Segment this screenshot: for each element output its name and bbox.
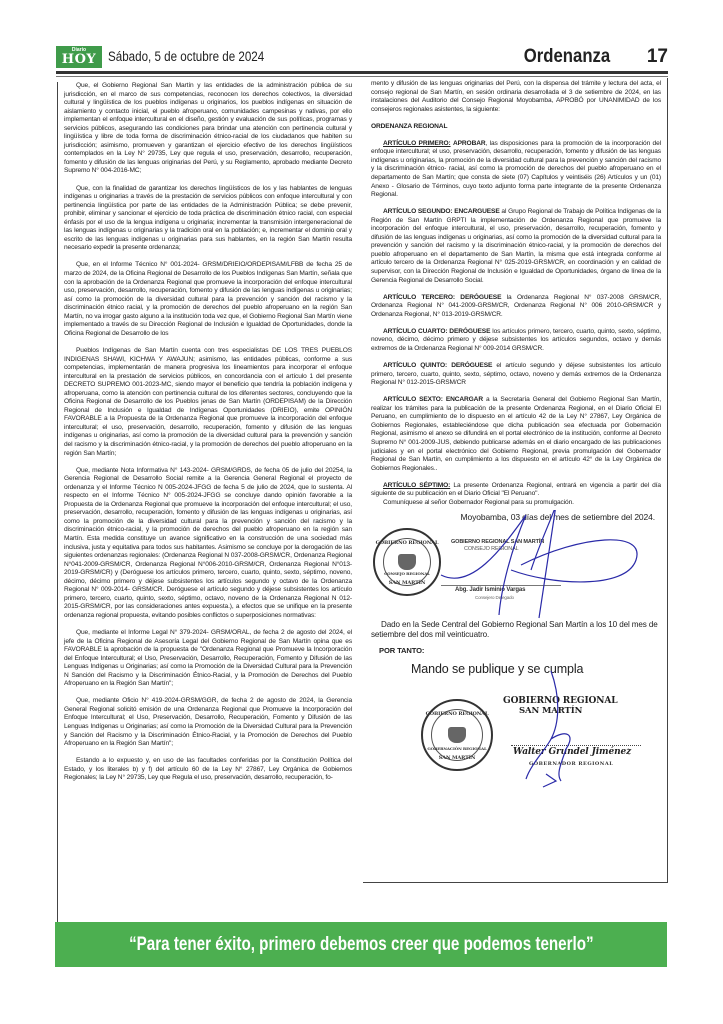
paragraph: Que, con la finalidad de garantizar los derechos lingüísticos de los y las hablantes de lenguas indígenas u originarias a través de la prestación de servicios públicos con enfoque intercultural y con pertinencia lingüística por parte de las entidades de la Administración Pública; se debe prevenir, prohibir, eliminar y sancionar el ejercicio de toda práctica de discriminación étnico racial, con especial énfasis por el uso de la lengua indígena u originaria; incrementar la transmisión intergeneracional de las lenguas indígenas u originarias y la tradición oral en la población; e, incrementar el dominio oral y escrito de las lenguas indígenas u originarias para sus hablantes, en la región San Martín resulta necesario expedir la presente ordenanza;	[64, 184, 352, 252]
governor-name: Walter Grundel Jiménez	[513, 747, 632, 758]
article-label: ARTÍCULO SEGUNDO:	[383, 208, 453, 216]
header-rule-thin	[56, 76, 668, 77]
article-label: ARTÍCULO TERCERO:	[383, 293, 455, 301]
logo-big-text: HOY	[61, 52, 97, 67]
mando-text: Mando se publique y se cumpla	[411, 662, 584, 677]
article-verb: DERÓGUESE	[449, 327, 491, 335]
por-tanto-label: POR TANTO:	[379, 645, 425, 655]
paragraph: Que, mediante el Informe Legal N° 379-2024- GRSM/ORAL, de fecha 2 de agosto del 2024, el jefe de la Oficina Regional de Asesoría Legal del Gobierno Regional de San Martín opina que es FAVORABLE la aprobación de la propuesta de "Ordenanza Regional que Promueve la Incorporación del Enfoque Intercultural; el Uso, Preservación, Desarrollo, Recuperación, Fomento y Difusión de las Lenguas Indígenas u Originarias; así como la Promoción de la Diversidad Cultural para la Prevención N Sanción del Racismo y la Discriminación Étnico-Racial, y la Promoción de Derechos del Pueblo Afroperuano en la Región San Martín";	[64, 629, 352, 688]
logo-small-text: Diario	[71, 47, 87, 53]
article-label: ARTÍCULO QUINTO:	[383, 362, 448, 370]
article-1	[371, 140, 661, 200]
header-rule-thick	[56, 71, 668, 74]
article-5	[371, 362, 661, 388]
signatory-role: Consejero Delegado	[475, 594, 514, 600]
banner-quote: “Para tener éxito, primero debemos creer que podemos tenerlo”	[128, 933, 594, 955]
seal-text-top: GOBIERNO REGIONAL	[375, 539, 439, 546]
paragraph: Que, en el Informe Técnico N° 001-2024- GRSM/DRIEIO/ORDEPISAM/LFBB de fecha 25 de marzo de 2024, de la Oficina Regional de Desarrollo de los Pueblos Indígenas San Martín, señala que con la aprobación de la Ordenanza Regional que promueve la incorporación del enfoque intercultural uso, preservación, desarrollo, recuperación, fomento y difusión de las lenguas indígenas u originarias; así como la promoción de la diversidad cultural para la prevención y sanción del racismo y la discriminación étnico racial, y la promoción de derechos del pueblo afroperuano en la región San Martín, no va irrogar gasto alguno a la institución toda vez que, el Gobierno Regional San Martín viene implementado a través de su Dirección Regional de Inclusión e Igualdad de Oportunidades, donde la Oficina Regional de Desarrollo de los	[64, 261, 352, 337]
paragraph: Que, mediante Nota Informativa N° 143-2024- GRSM/GRDS, de fecha 05 de julio del 20254, la Gerencia Regional de Desarrollo Social remite a la Gerencia General Regional el proyecto de ordenanza y el Informe Técnico N 005-2024-JFGG de fecha 5 de julio de 2024, que lo sustenta. Al respecto en el Informe Técnico N° 005-2024-JFGG se concluye dando opinión favorable a la Propuesta de la Ordenanza Regional que promueve la incorporación del enfoque intercultural; el uso, preservación, desarrollo, recuperación, fomento y difusión de las lenguas indígenas u originarias, así como la promoción de la diversidad cultural para la prevención y sanción del racismo y la discriminación étnico-racial, y la promoción de derechos del pueblo afroperuano en la región san Martín. Esta medida constituye un avance significativo en la construcción de una sociedad más inclusiva, justa y equitativa para todos sus habitantes. Asimismo se concluye por la derogación de las siguientes ordenanzas regionales: (Ordenanza Regional N 037-2008-GRSM/CR, Ordenanza Regional N°041-2009-GRSM/CR, Ordenanza Regional N°006-2010-GRSM/CR, Ordenanza Regional N°013-2019-GRSM/CR) y (Deróguese los artículos primero, tercero, cuarto, quinto, sexto, séptimo, noveno, décimo, décimo primero y déjese subsistentes los artículos segundo y octavo de la Ordenanza Regional N° 009-2014- GRSM/CR. Deróguese el artículo segundo y déjese subsistentes los artículo primero, tercero, cuarto, quinto, sexto, séptimo, octavo, noveno de la Ordenanza Regional N 012- 2015-GRSM/CR, por las consideraciones antes expuesta.), a efectos que se unifique en la presente ordenanza regional propuesta, evitando posibles conflictos o superposiciones normativas:	[64, 466, 352, 619]
seal-text-middle: GOBERNACIÓN REGIONAL	[427, 746, 487, 752]
handwritten-signature-governor	[521, 669, 591, 789]
article-verb: APROBAR	[453, 139, 486, 147]
council-signature-block	[371, 522, 661, 614]
newspaper-logo	[56, 46, 102, 68]
paragraph: Pueblos Indígenas de San Martín cuenta con tres especialistas DE LOS TRES PUEBLOS INDIGENAS SHAWI, KICHWA Y AWAJUN; asimismo, las entidades públicas, conforme a sus competencias, implementarán de manera progresiva los lineamientos para incorporar el enfoque intercultural en la prestación de servicios públicos, en concordancia con el artículo 1 del presente DECRETO SUPREMO 001-2023-MC, siendo mayor el beneficio que tendría la población indígena y afroperuana, como la atención con pertinencia cultural de los diferentes sectores, concluyendo que la Oficina Regional de Desarrollo de los Pueblos jenas de San Martín (ORDEPISAM) de la Dirección Regional de Inclusión e Igualdad de Indígenas Oportunidades (DRIEIO), emite OPINIÓN FAVORABLE a la Propuesta de la Ordenanza Regional que promueve la incorporación del enfoque intercultural; el uso, preservación, desarrollo, recuperación, fomento y difusión de las lenguas indígenas u originarias, así como la promoción de la diversidad cultural para la prevención y sanción del racismo y la discriminación étnico-racial, y la promoción de derechos del pueblo afroperuano en la región San Martín;	[64, 346, 352, 457]
signatory-org: GOBIERNO REGIONAL SAN MARTÍN	[451, 538, 545, 545]
paragraph: Que, el Gobierno Regional San Martín y las entidades de la administración pública de su jurisdicción, en el marco de sus competencias, reconocen los derechos colectivos, la diversidad cultural y lingüística de los pueblos indígenas u originarios, los pueblos indígenas en situación de aislamiento y contacto inicial, el pueblo afroperuano, comunidades campesinas y nativas, por ello implementan el enfoque intercultural en el diseño, gestión y evaluación de sus políticas, programas y servicios públicos, asegurando las condiciones para brindar una atención con pertinencia cultural y lingüística y libre de toda forma de discriminación étnico-racial de los ciudadanos que habiten su jurisdicción; asimismo, promueven y garantizan el ejercicio efectivo de los derechos lingüísticos contemplados en la Ley N° 29735, Ley que regula el uso, preservación, desarrollo, recuperación, fomento y difusión de las lenguas originarias del Perú, y su Reglamento, aprobado mediante Decreto Supremo N° 004-2016-MC;	[64, 82, 352, 175]
governor-role: GOBERNADOR REGIONAL	[529, 761, 614, 768]
article-verb: DERÓGUESE	[451, 362, 493, 370]
article-4	[371, 328, 661, 354]
coat-of-arms-icon	[398, 554, 416, 570]
governor-org-line1: GOBIERNO REGIONAL	[503, 696, 618, 707]
governor-seal	[421, 699, 493, 771]
article-text: la Ordenanza Regional N° 037-2008 GRSM/CR, Ordenanza Regional N° 041-2009-GRSM/CR, Ordenanza Regional N° 006 2010-GRSM/CR y Ordenanza Regional, N° 013-2019-GRSM/CR.	[371, 293, 662, 318]
seal-text-middle: CONSEJO REGIONAL	[384, 570, 430, 576]
article-7	[371, 482, 661, 499]
left-column	[57, 82, 358, 963]
paragraph: Que, mediante Oficio N° 419-2024-GRSM/GGR, de fecha 2 de agosto de 2024, la Gerencia General Regional solicitó emisión de una Ordenanza Regional que Promueve la Incorporación del Enfoque Intercultural; el Uso, Preservación, Desarrollo, Recuperación, Fomento y Difusión de las Lenguas Indígenas u Originarias; así como la Promoción de la Diversidad Cultural para la Prevención y Sanción del Racismo y la Discriminación Étnico-Racial, y la Promoción de Derechos del Pueblo Afroperuano en la Región San Martín";	[64, 697, 352, 748]
signatory-name: Abg. Jadir Isminio Vargas	[455, 586, 526, 593]
handwritten-signature-council	[431, 510, 661, 620]
article-2	[371, 208, 661, 285]
article-label: ARTÍCULO PRIMERO:	[383, 139, 451, 147]
article-verb: DERÓGUESE	[460, 293, 502, 301]
right-column	[363, 78, 668, 883]
comuniquese-line: Comuníquese al señor Gobernador Regional para su promulgación.	[383, 498, 574, 506]
article-text: el artículo segundo y déjese subsistentes los artículo primero, tercero, cuarto, quinto, sexto, séptimo, octavo, noveno y demás extremos de la Ordenanza Regional N° 012-2015-GRSM/CR	[371, 362, 661, 387]
quote-banner	[55, 922, 667, 967]
signatory-dept: CONSEJO REGIONAL	[464, 545, 519, 552]
article-verb: ENCARGUESE	[454, 208, 500, 216]
article-text: , las disposiciones para la promoción de la incorporación del enfoque intercultural; el uso, preservación, desarrollo, recuperación, fomento y difusión de las lenguas indígenas u originarias, la promoción de la diversidad cultural para la prevención y sanción del racismo y la discriminación étnico- racial, así como la promoción de derechos del pueblo afroperuano en el departamento de San Martín; que consta de siete (07) Capítulos y veintiséis (26) Artículos y un (01) Anexo - Glosario de Términos, cuyo texto adjunto forma parte integrante de la presente Ordenanza Regional.	[371, 139, 661, 199]
article-6	[371, 396, 661, 473]
place-date: Moyobamba, 03 días del mes de setiembre del 2024.	[460, 512, 655, 523]
governor-signature-block	[371, 659, 661, 787]
paragraph: Estando a lo expuesto y, en uso de las facultades conferidas por la Constitución Política del Estado, y los literales b) y f) del artículo 60 de la Ley N° 27867, Ley Orgánica de Gobiernos Regionales; la Ley N° 29735, Ley que Regula el uso, preservación, desarrollo, recuperación, fo-	[64, 757, 352, 782]
governor-org-line2: SAN MARTÍN	[519, 706, 583, 717]
issue-date: Sábado, 5 de octubre de 2024	[108, 49, 265, 64]
page-header	[56, 46, 668, 68]
page-number: 17	[646, 46, 668, 67]
dado-en-paragraph: Dado en la Sede Central del Gobierno Regional San Martín a los 10 del mes de setiembre del dos mil veinticuatro.	[371, 619, 658, 640]
article-label: ARTÍCULO SEXTO:	[383, 396, 443, 404]
article-verb: ENCARGAR	[445, 396, 483, 404]
ordenanza-heading: ORDENANZA REGIONAL	[371, 122, 448, 130]
article-text: a la Secretaría General del Gobierno Regional San Martín, realizar los trámites para la publicación de la presente Ordenanza Regional, en el Diario Oficial El Peruano, en cumplimiento de lo dispuesto en el artículo 42 de la Ley N° 27867, Ley Orgánica de Gobiernos Regionales, estableciéndose que dicha publicación sea efectuada por Gobernación Regional, asimismo el anexo se difundirá en el portal electrónico de la institución, conforme al Decreto Supremo N° 001-2009-JUS, debiendo publicarse además en el diario encargado de las publicaciones judiciales y en el portal electrónico del Gobierno Regional, previa promulgación del Gobernador Regional de San Martín, en cumplimiento a los dispuesto en el artículo 42° de la Ley Orgánica de Gobiernos Regionales..	[371, 396, 661, 472]
seal-text-top: GOBIERNO REGIONAL	[425, 711, 489, 718]
seal-text-bottom: SAN MARTÍN	[388, 579, 426, 586]
article-text: al Grupo Regional de Trabajo de Política Indígenas de la Región de San Martín GRPTI la implementación de Ordenanza Regional que promueve la incorporación del enfoque intercultural, el uso, preservación, desarrollo, recuperación, fomento y difusión de las lenguas indígenas u originarias, así como la promoción de la diversidad cultural para la prevención y sanción del racismo y la discriminación étnico-racial, y la promoción de derechos del pueblo afroperuano en el departamento de San Martín, la misma que está integrada conforme al artículo tercero de la Ordenanza Regional N° 025-2019-GRSM/CR, en coordinación y en calidad de supervisor, con la Dirección Regional de Inclusión e Igualdad de Oportunidades, órgano de línea de la Gerencia Regional de Desarrollo Social.	[371, 208, 662, 284]
article-label: ARTÍCULO SÉPTIMO:	[383, 481, 451, 489]
section-title: Ordenanza	[523, 46, 610, 67]
article-label: ARTÍCULO CUARTO:	[383, 327, 448, 335]
article-3	[371, 294, 661, 320]
council-seal	[373, 528, 441, 596]
article-text: los artículos primero, tercero, cuarto, quinto, sexto, séptimo, noveno, décimo, décimo primero y déjese subsistentes los artículos segundos, octavo y demás extremos de la Ordenanza Regional N° 009-2014 GRSM/CR.	[371, 327, 661, 352]
article-text: La presente Ordenanza Regional, entrará en vigencia a partir del día siguiente de su publicación en el Diario Oficial "El Peruano".	[371, 481, 661, 498]
intro-paragraph: mento y difusión de las lenguas originarias del Perú, con la dispensa del trámite y lectura del acta, el consejo regional de San Martín, en sesión ordinaria desarrollada el 3 de setiembre de 2024, en las instalaciones del Auditorio del Consejo Regional Moyobamba, APROBÓ por UNANIMIDAD de los consejeros regionales asistentes, la siguiente:	[371, 80, 661, 113]
seal-text-bottom: SAN MARTÍN	[438, 755, 476, 762]
